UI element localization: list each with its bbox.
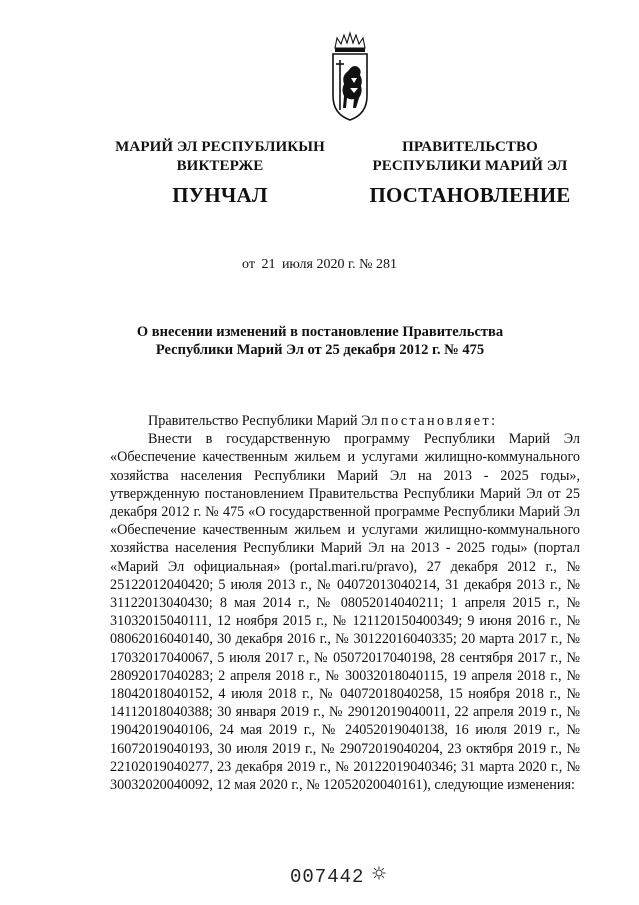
header-left <box>100 138 340 208</box>
header-right-doc-type: ПОСТАНОВЛЕНИЕ <box>369 183 571 207</box>
body-p1-start: Правительство Республики Марий Эл <box>148 413 381 429</box>
document-body <box>110 412 580 794</box>
date-line <box>0 256 639 274</box>
header-right-line2: РЕСПУБЛИКИ МАРИЙ ЭЛ <box>372 158 568 174</box>
body-paragraph-2: Внести в государственную программу Республики Марий Эл «Обеспечение качественным жильем и услугами жилищно-коммунального хозяйства населения Республики Марий Эл на 2013 - 2025 годы», утвержденную постановлением Правительства Республики Марий Эл от 25 декабря 2012 г. № 475 «О государственной программе Республики Марий Эл «Обеспечение качественным жильем и услугами жилищно-коммунального хозяйства населения Республики Марий Эл на 2013 - 2025 годы» (портал «Марий Эл официальная» (portal.mari.ru/pravo), 27 декабря 2012 г., № 25122012040420; 5 июля 2013 г., № 04072013040214, 31 декабря 2013 г., № 31122013040430; 8 мая 2014 г., № 08052014040211; 1 апреля 2015 г., № 31032015040111, 12 ноября 2015 г., № 121120150400349; 9 июня 2016 г., № 08062016040140, 30 декабря 2016 г., № 30122016040335; 20 марта 2017 г., № 17032017040067, 5 июля 2017 г., № 05072017040198, 28 сентября 2017 г., № 28092017040283; 2 апреля 2018 г., № 30032018040115, 19 апреля 2018 г., № 18042018040152, 4 июля 2018 г., № 04072018040258, 15 ноября 2018 г., № 14112018040388; 30 января 2019 г., № 29012019040011, 22 апреля 2019 г., № 19042019040106, 24 мая 2019 г., № 24052019040138, 16 июля 2019 г., № 16072019040193, 30 июля 2019 г., № 29072019040204, 23 октября 2019 г., № 22102019040277, 23 декабря 2019 г., № 20122019040346; 31 марта 2020 г., № 30032020040092, 12 мая 2020 г., № 12052020040161), следующие изменения: <box>110 431 580 794</box>
date-prefix: от <box>242 257 255 272</box>
body-p1-spaced: постановляет <box>380 413 492 429</box>
coat-of-arms-icon <box>329 30 371 122</box>
header-left-line1: МАРИЙ ЭЛ РЕСПУБЛИКЫН <box>115 139 325 155</box>
serial-number: 007442 <box>290 866 365 888</box>
title-line2: Республики Марий Эл от 25 декабря 2012 г. № 475 <box>155 342 485 358</box>
header-left-line2: ВИКТЕРЖЕ <box>176 158 264 174</box>
body-paragraph-1 <box>110 412 580 430</box>
star-stamp-icon <box>372 866 386 880</box>
title-line1: О внесении изменений в постановление Правительства <box>136 324 504 340</box>
header-right <box>360 138 580 208</box>
document-title <box>120 323 520 359</box>
body-p1-end: : <box>491 413 496 429</box>
date-day: 21 <box>261 257 276 272</box>
date-rest: июля 2020 г. № 281 <box>281 257 397 272</box>
header-right-line1: ПРАВИТЕЛЬСТВО <box>402 139 538 155</box>
header-left-doc-type: ПУНЧАЛ <box>172 183 268 207</box>
